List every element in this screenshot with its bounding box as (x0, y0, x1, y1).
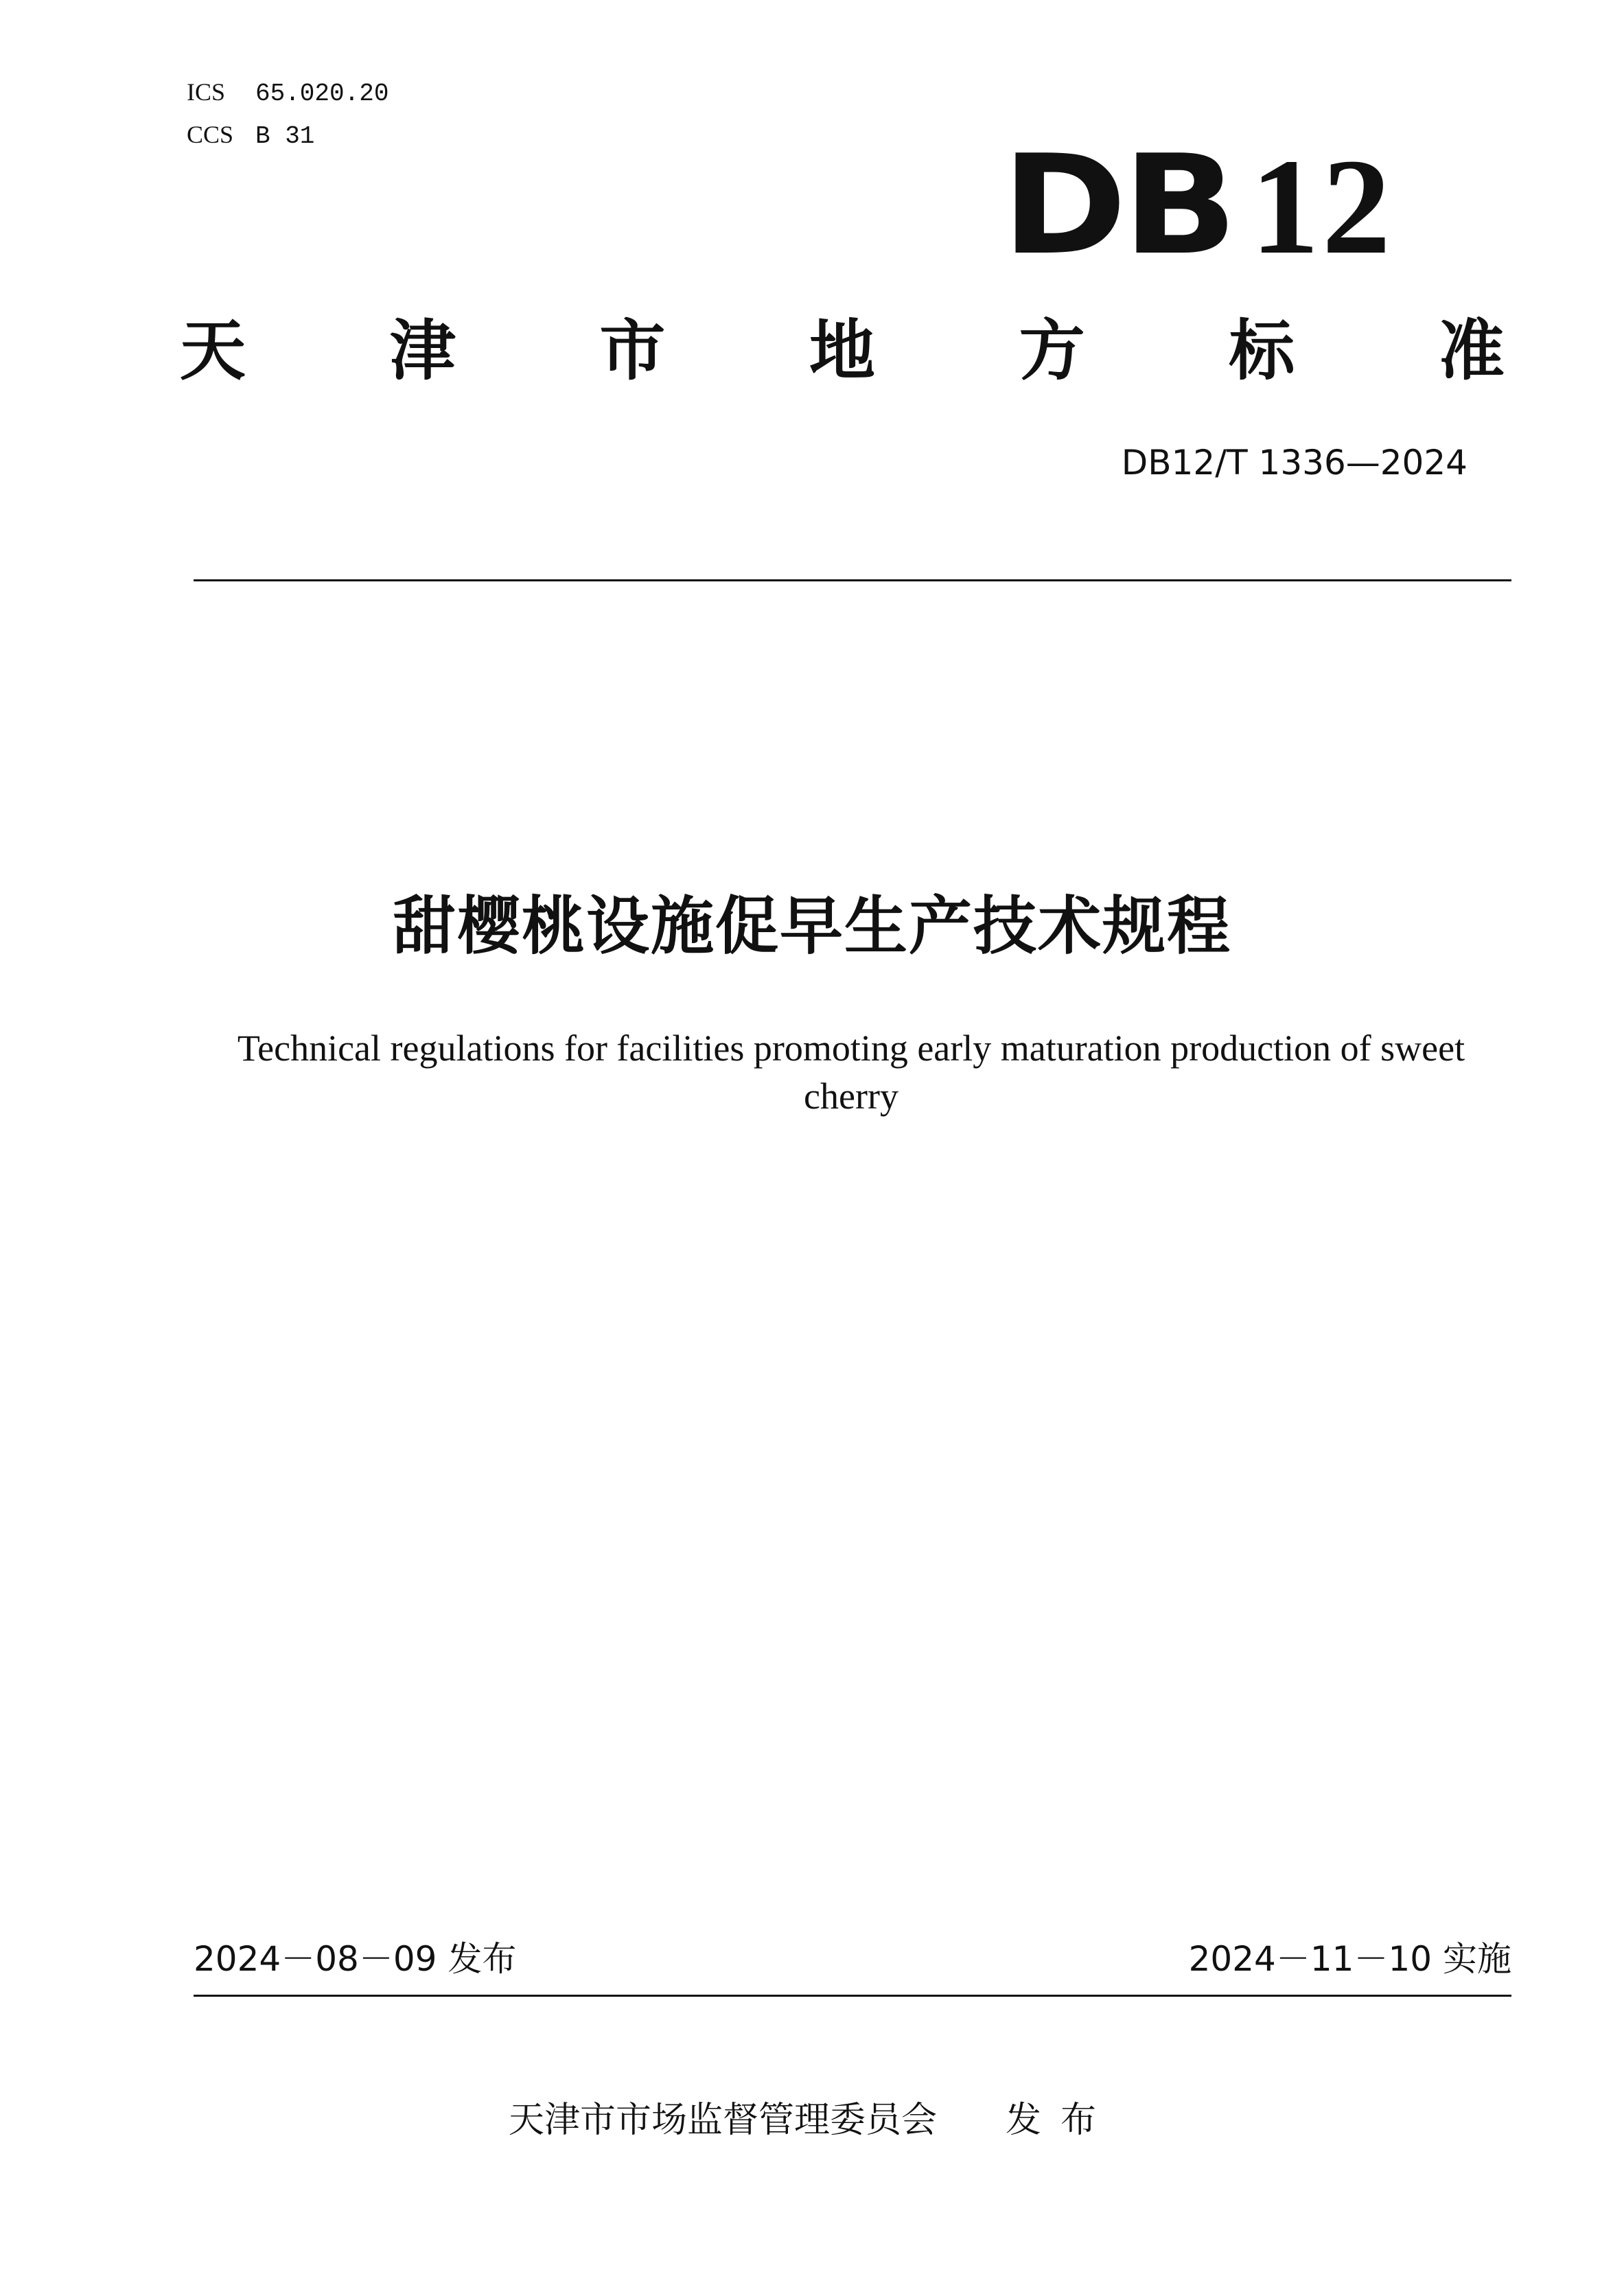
issuer-line (0, 2096, 1624, 2144)
title-english: Technical regulations for facilities promoting early maturation production of sweet cherry (237, 1028, 1465, 1117)
issue-date: 2024－08－09 发布 (194, 1939, 517, 1979)
local-standard-char: 方 (1019, 312, 1085, 389)
bottom-divider (194, 1995, 1511, 1997)
local-standard-char: 地 (809, 312, 875, 389)
ccs-code-line (187, 119, 314, 152)
title-chinese: 甜樱桃设施促早生产技术规程 (392, 890, 1231, 963)
standard-number: DB12/T 1336—2024 (1121, 443, 1468, 483)
issuer-name: 天津市市场监督管理委员会 (508, 2100, 937, 2141)
top-divider (194, 579, 1511, 581)
ccs-code: B 31 (255, 122, 315, 150)
local-standard-char: 标 (1229, 312, 1295, 389)
db-standard-mark (1001, 126, 1393, 286)
local-standard-char: 津 (389, 312, 456, 389)
db-prefix: DB (1001, 126, 1233, 286)
ics-label: ICS (187, 78, 226, 106)
implementation-date: 2024－11－10 实施 (1188, 1939, 1511, 1979)
local-standard-char: 天 (180, 312, 246, 389)
local-standard-heading (180, 313, 1505, 389)
ics-code-line (187, 77, 388, 109)
ics-code: 65.020.20 (255, 80, 389, 108)
local-standard-char: 市 (599, 312, 666, 389)
local-standard-char: 准 (1438, 312, 1505, 389)
issuer-action: 发布 (1006, 2100, 1116, 2141)
ccs-label: CCS (187, 121, 234, 148)
db-number: 12 (1251, 131, 1393, 283)
